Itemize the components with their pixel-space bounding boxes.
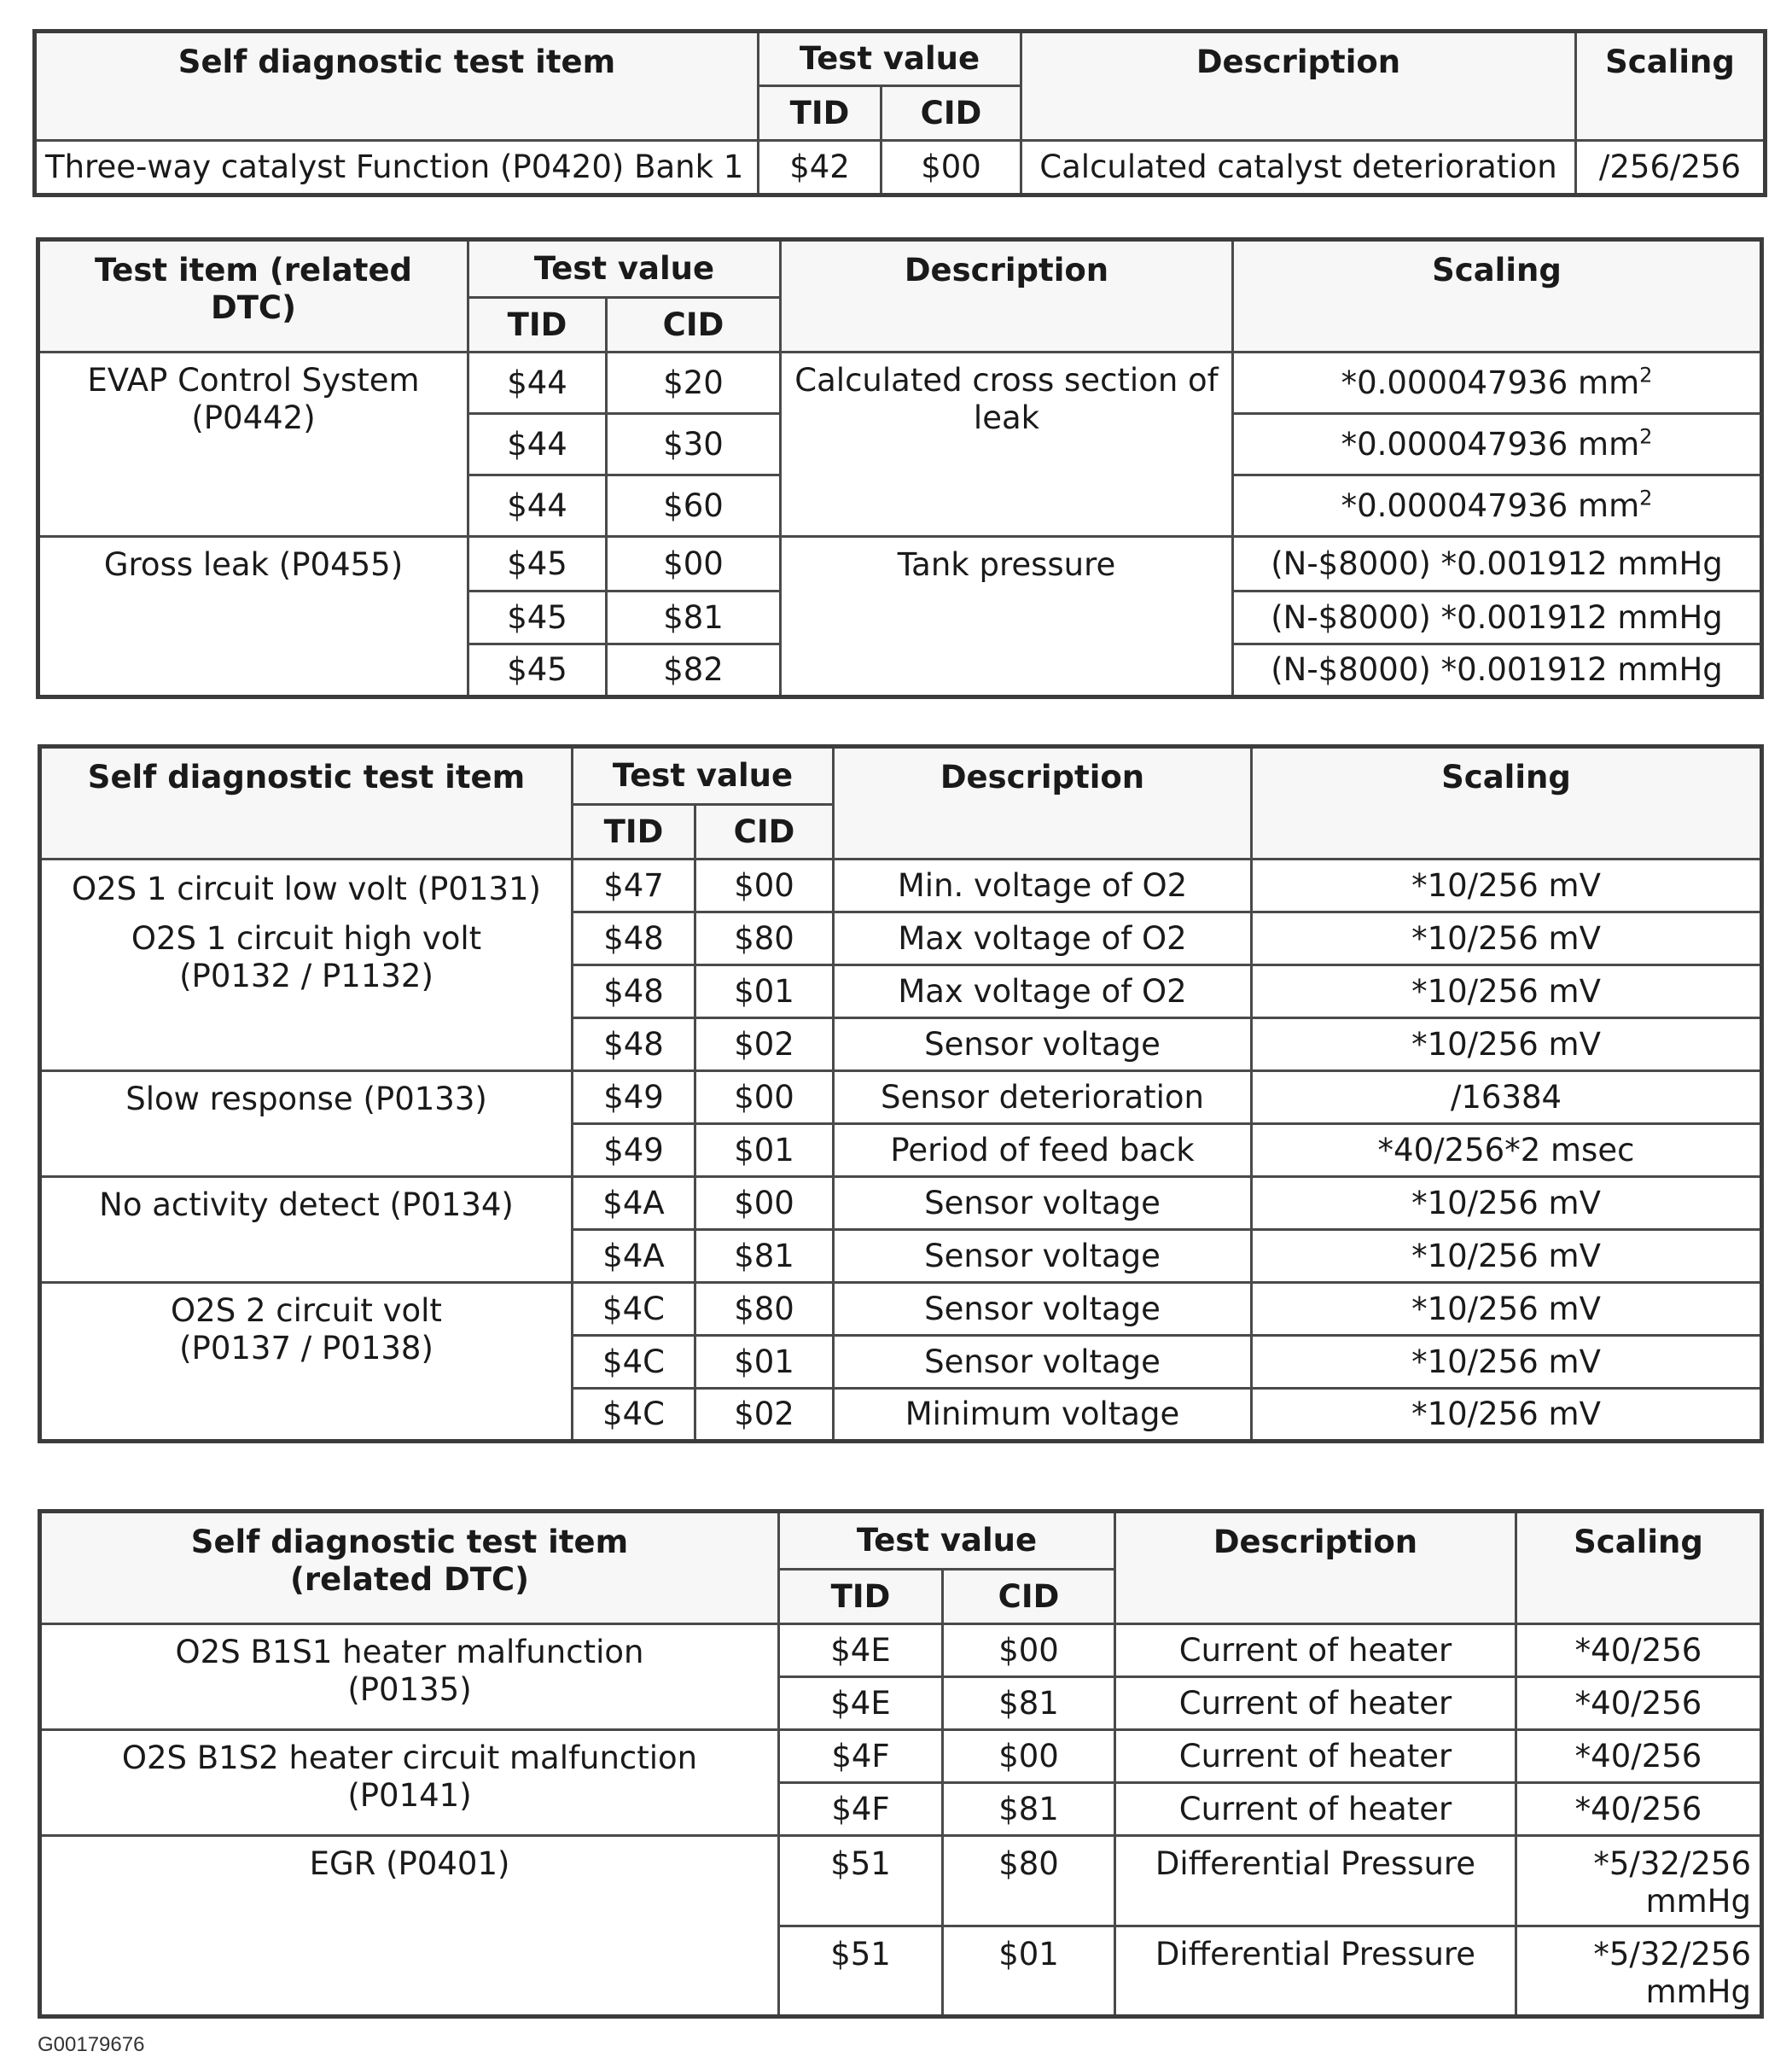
header-scaling: Scaling	[1252, 747, 1762, 860]
scaling-cell: *40/256	[1516, 1624, 1762, 1677]
description-cell: Current of heater	[1115, 1730, 1516, 1783]
cid-cell: $00	[943, 1730, 1115, 1783]
scaling-cell: *10/256 mV	[1252, 1336, 1762, 1389]
description-cell: Calculated catalyst deterioration	[1021, 141, 1576, 195]
header-description: Description	[834, 747, 1252, 860]
cid-cell: $80	[695, 912, 834, 965]
header-test-value: Test value	[779, 1512, 1115, 1570]
tid-cell: $4E	[779, 1677, 943, 1730]
header-test-value: Test value	[468, 240, 781, 298]
scaling-cell: *40/256	[1516, 1783, 1762, 1836]
cid-cell: $20	[607, 353, 781, 414]
test-item-cell: No activity detect (P0134)	[40, 1177, 573, 1283]
cid-cell: $00	[695, 860, 834, 912]
header-item: Self diagnostic test item	[40, 747, 573, 860]
test-item-cell: O2S 2 circuit volt (P0137 / P0138)	[40, 1283, 573, 1442]
header-cid: CID	[695, 805, 834, 860]
heater-egr-test-table	[38, 1509, 1764, 2019]
tid-cell: $48	[573, 912, 695, 965]
scaling-cell: /256/256	[1576, 141, 1766, 195]
description-cell: Minimum voltage	[834, 1389, 1252, 1442]
test-item-line: O2S 1 circuit high volt (P0132 / P1132)	[131, 920, 482, 994]
cid-cell: $00	[695, 1071, 834, 1124]
cid-cell: $81	[607, 592, 781, 644]
figure-id: G00179676	[38, 2033, 145, 2056]
scaling-cell: *40/256	[1516, 1730, 1762, 1783]
tid-cell: $4C	[573, 1336, 695, 1389]
tid-cell: $4F	[779, 1783, 943, 1836]
header-description: Description	[781, 240, 1233, 353]
tid-cell: $45	[468, 592, 607, 644]
header-tid: TID	[468, 298, 607, 353]
header-cid: CID	[943, 1570, 1115, 1624]
cid-cell: $82	[607, 644, 781, 697]
tid-cell: $51	[779, 1836, 943, 1926]
cid-cell: $00	[881, 141, 1021, 195]
tid-cell: $49	[573, 1071, 695, 1124]
cid-cell: $02	[695, 1389, 834, 1442]
description-cell: Sensor voltage	[834, 1230, 1252, 1283]
superscript: 2	[1639, 424, 1653, 449]
tid-cell: $4F	[779, 1730, 943, 1783]
test-item-cell: Three-way catalyst Function (P0420) Bank 1	[35, 141, 759, 195]
description-cell: Sensor voltage	[834, 1018, 1252, 1071]
tid-cell: $4C	[573, 1389, 695, 1442]
cid-cell: $00	[695, 1177, 834, 1230]
description-cell: Calculated cross section of leak	[781, 353, 1233, 537]
cid-cell: $80	[695, 1283, 834, 1336]
description-cell: Sensor voltage	[834, 1336, 1252, 1389]
tid-cell: $4A	[573, 1230, 695, 1283]
cid-cell: $01	[695, 965, 834, 1018]
superscript: 2	[1639, 486, 1653, 510]
cid-cell: $01	[943, 1926, 1115, 2017]
cid-cell: $00	[607, 537, 781, 592]
tid-cell: $44	[468, 475, 607, 537]
tid-cell: $45	[468, 644, 607, 697]
tid-cell: $51	[779, 1926, 943, 2017]
header-cid: CID	[607, 298, 781, 353]
scaling-cell: *40/256	[1516, 1677, 1762, 1730]
table-row	[40, 1283, 1762, 1336]
table-row	[40, 1836, 1762, 1926]
test-item-line: O2S 1 circuit low volt (P0131)	[72, 871, 541, 907]
description-cell: Period of feed back	[834, 1124, 1252, 1177]
description-cell: Differential Pressure	[1115, 1926, 1516, 2017]
tid-cell: $45	[468, 537, 607, 592]
cid-cell: $80	[943, 1836, 1115, 1926]
header-tid: TID	[573, 805, 695, 860]
header-scaling: Scaling	[1576, 32, 1766, 141]
tid-cell: $48	[573, 1018, 695, 1071]
cid-cell: $00	[943, 1624, 1115, 1677]
test-item-cell	[40, 860, 573, 1071]
tid-cell: $44	[468, 353, 607, 414]
tid-cell: $44	[468, 414, 607, 475]
header-tid: TID	[759, 86, 881, 141]
description-cell: Differential Pressure	[1115, 1836, 1516, 1926]
tid-cell: $49	[573, 1124, 695, 1177]
header-scaling: Scaling	[1233, 240, 1762, 353]
test-item-cell: Gross leak (P0455)	[38, 537, 468, 697]
tid-cell: $4A	[573, 1177, 695, 1230]
scaling-cell: *5/32/256 mmHg	[1516, 1836, 1762, 1926]
cid-cell: $01	[695, 1336, 834, 1389]
table-row	[40, 860, 1762, 912]
table-row	[35, 141, 1766, 195]
scaling-cell	[1233, 414, 1762, 475]
evap-test-table	[36, 237, 1764, 699]
description-cell: Max voltage of O2	[834, 965, 1252, 1018]
test-item-cell: O2S B1S1 heater malfunction (P0135)	[40, 1624, 779, 1730]
table-row	[40, 1071, 1762, 1124]
test-item-cell: Slow response (P0133)	[40, 1071, 573, 1177]
scaling-cell: *10/256 mV	[1252, 1230, 1762, 1283]
header-description: Description	[1115, 1512, 1516, 1624]
scaling-cell: *10/256 mV	[1252, 965, 1762, 1018]
header-test-value: Test value	[759, 32, 1021, 86]
description-cell: Sensor voltage	[834, 1177, 1252, 1230]
scaling-cell: *10/256 mV	[1252, 912, 1762, 965]
description-cell: Sensor deterioration	[834, 1071, 1252, 1124]
scaling-cell: (N-$8000) *0.001912 mmHg	[1233, 537, 1762, 592]
catalyst-test-table	[32, 29, 1767, 197]
description-cell: Current of heater	[1115, 1624, 1516, 1677]
tid-cell: $4E	[779, 1624, 943, 1677]
header-item: Self diagnostic test item	[35, 32, 759, 141]
header-item: Self diagnostic test item (related DTC)	[40, 1512, 779, 1624]
table-row	[38, 537, 1762, 592]
tid-cell: $47	[573, 860, 695, 912]
scaling-cell: *10/256 mV	[1252, 1283, 1762, 1336]
scaling-cell: *10/256 mV	[1252, 860, 1762, 912]
tid-cell: $48	[573, 965, 695, 1018]
scaling-cell: *10/256 mV	[1252, 1018, 1762, 1071]
scaling-cell: *5/32/256 mmHg	[1516, 1926, 1762, 2017]
cid-cell: $60	[607, 475, 781, 537]
description-cell: Current of heater	[1115, 1677, 1516, 1730]
cid-cell: $02	[695, 1018, 834, 1071]
header-description: Description	[1021, 32, 1576, 141]
description-cell: Min. voltage of O2	[834, 860, 1252, 912]
test-item-cell: O2S B1S2 heater circuit malfunction (P0141)	[40, 1730, 779, 1836]
scaling-cell: /16384	[1252, 1071, 1762, 1124]
cid-cell: $81	[943, 1783, 1115, 1836]
cid-cell: $01	[695, 1124, 834, 1177]
scaling-cell: *10/256 mV	[1252, 1177, 1762, 1230]
description-cell: Sensor voltage	[834, 1283, 1252, 1336]
header-test-value: Test value	[573, 747, 834, 805]
header-item: Test item (related DTC)	[38, 240, 468, 353]
o2-sensor-test-table	[38, 744, 1764, 1443]
description-cell: Max voltage of O2	[834, 912, 1252, 965]
cid-cell: $81	[943, 1677, 1115, 1730]
test-item-cell: EVAP Control System (P0442)	[38, 353, 468, 537]
description-cell: Tank pressure	[781, 537, 1233, 697]
table-row	[40, 1730, 1762, 1783]
table-row	[38, 353, 1762, 414]
description-cell: Current of heater	[1115, 1783, 1516, 1836]
header-tid: TID	[779, 1570, 943, 1624]
header-scaling: Scaling	[1516, 1512, 1762, 1624]
scaling-cell	[1233, 475, 1762, 537]
test-item-cell: EGR (P0401)	[40, 1836, 779, 2017]
superscript: 2	[1639, 363, 1653, 388]
tid-cell: $4C	[573, 1283, 695, 1336]
cid-cell: $30	[607, 414, 781, 475]
scaling-text: *0.000047936 mm	[1341, 425, 1640, 463]
header-cid: CID	[881, 86, 1021, 141]
scaling-cell	[1233, 353, 1762, 414]
scaling-cell: *10/256 mV	[1252, 1389, 1762, 1442]
scaling-cell: *40/256*2 msec	[1252, 1124, 1762, 1177]
tid-cell: $42	[759, 141, 881, 195]
scaling-text: *0.000047936 mm	[1341, 364, 1640, 401]
scaling-cell: (N-$8000) *0.001912 mmHg	[1233, 592, 1762, 644]
table-row	[40, 1177, 1762, 1230]
scaling-text: *0.000047936 mm	[1341, 487, 1640, 524]
table-row	[40, 1624, 1762, 1677]
cid-cell: $81	[695, 1230, 834, 1283]
scaling-cell: (N-$8000) *0.001912 mmHg	[1233, 644, 1762, 697]
